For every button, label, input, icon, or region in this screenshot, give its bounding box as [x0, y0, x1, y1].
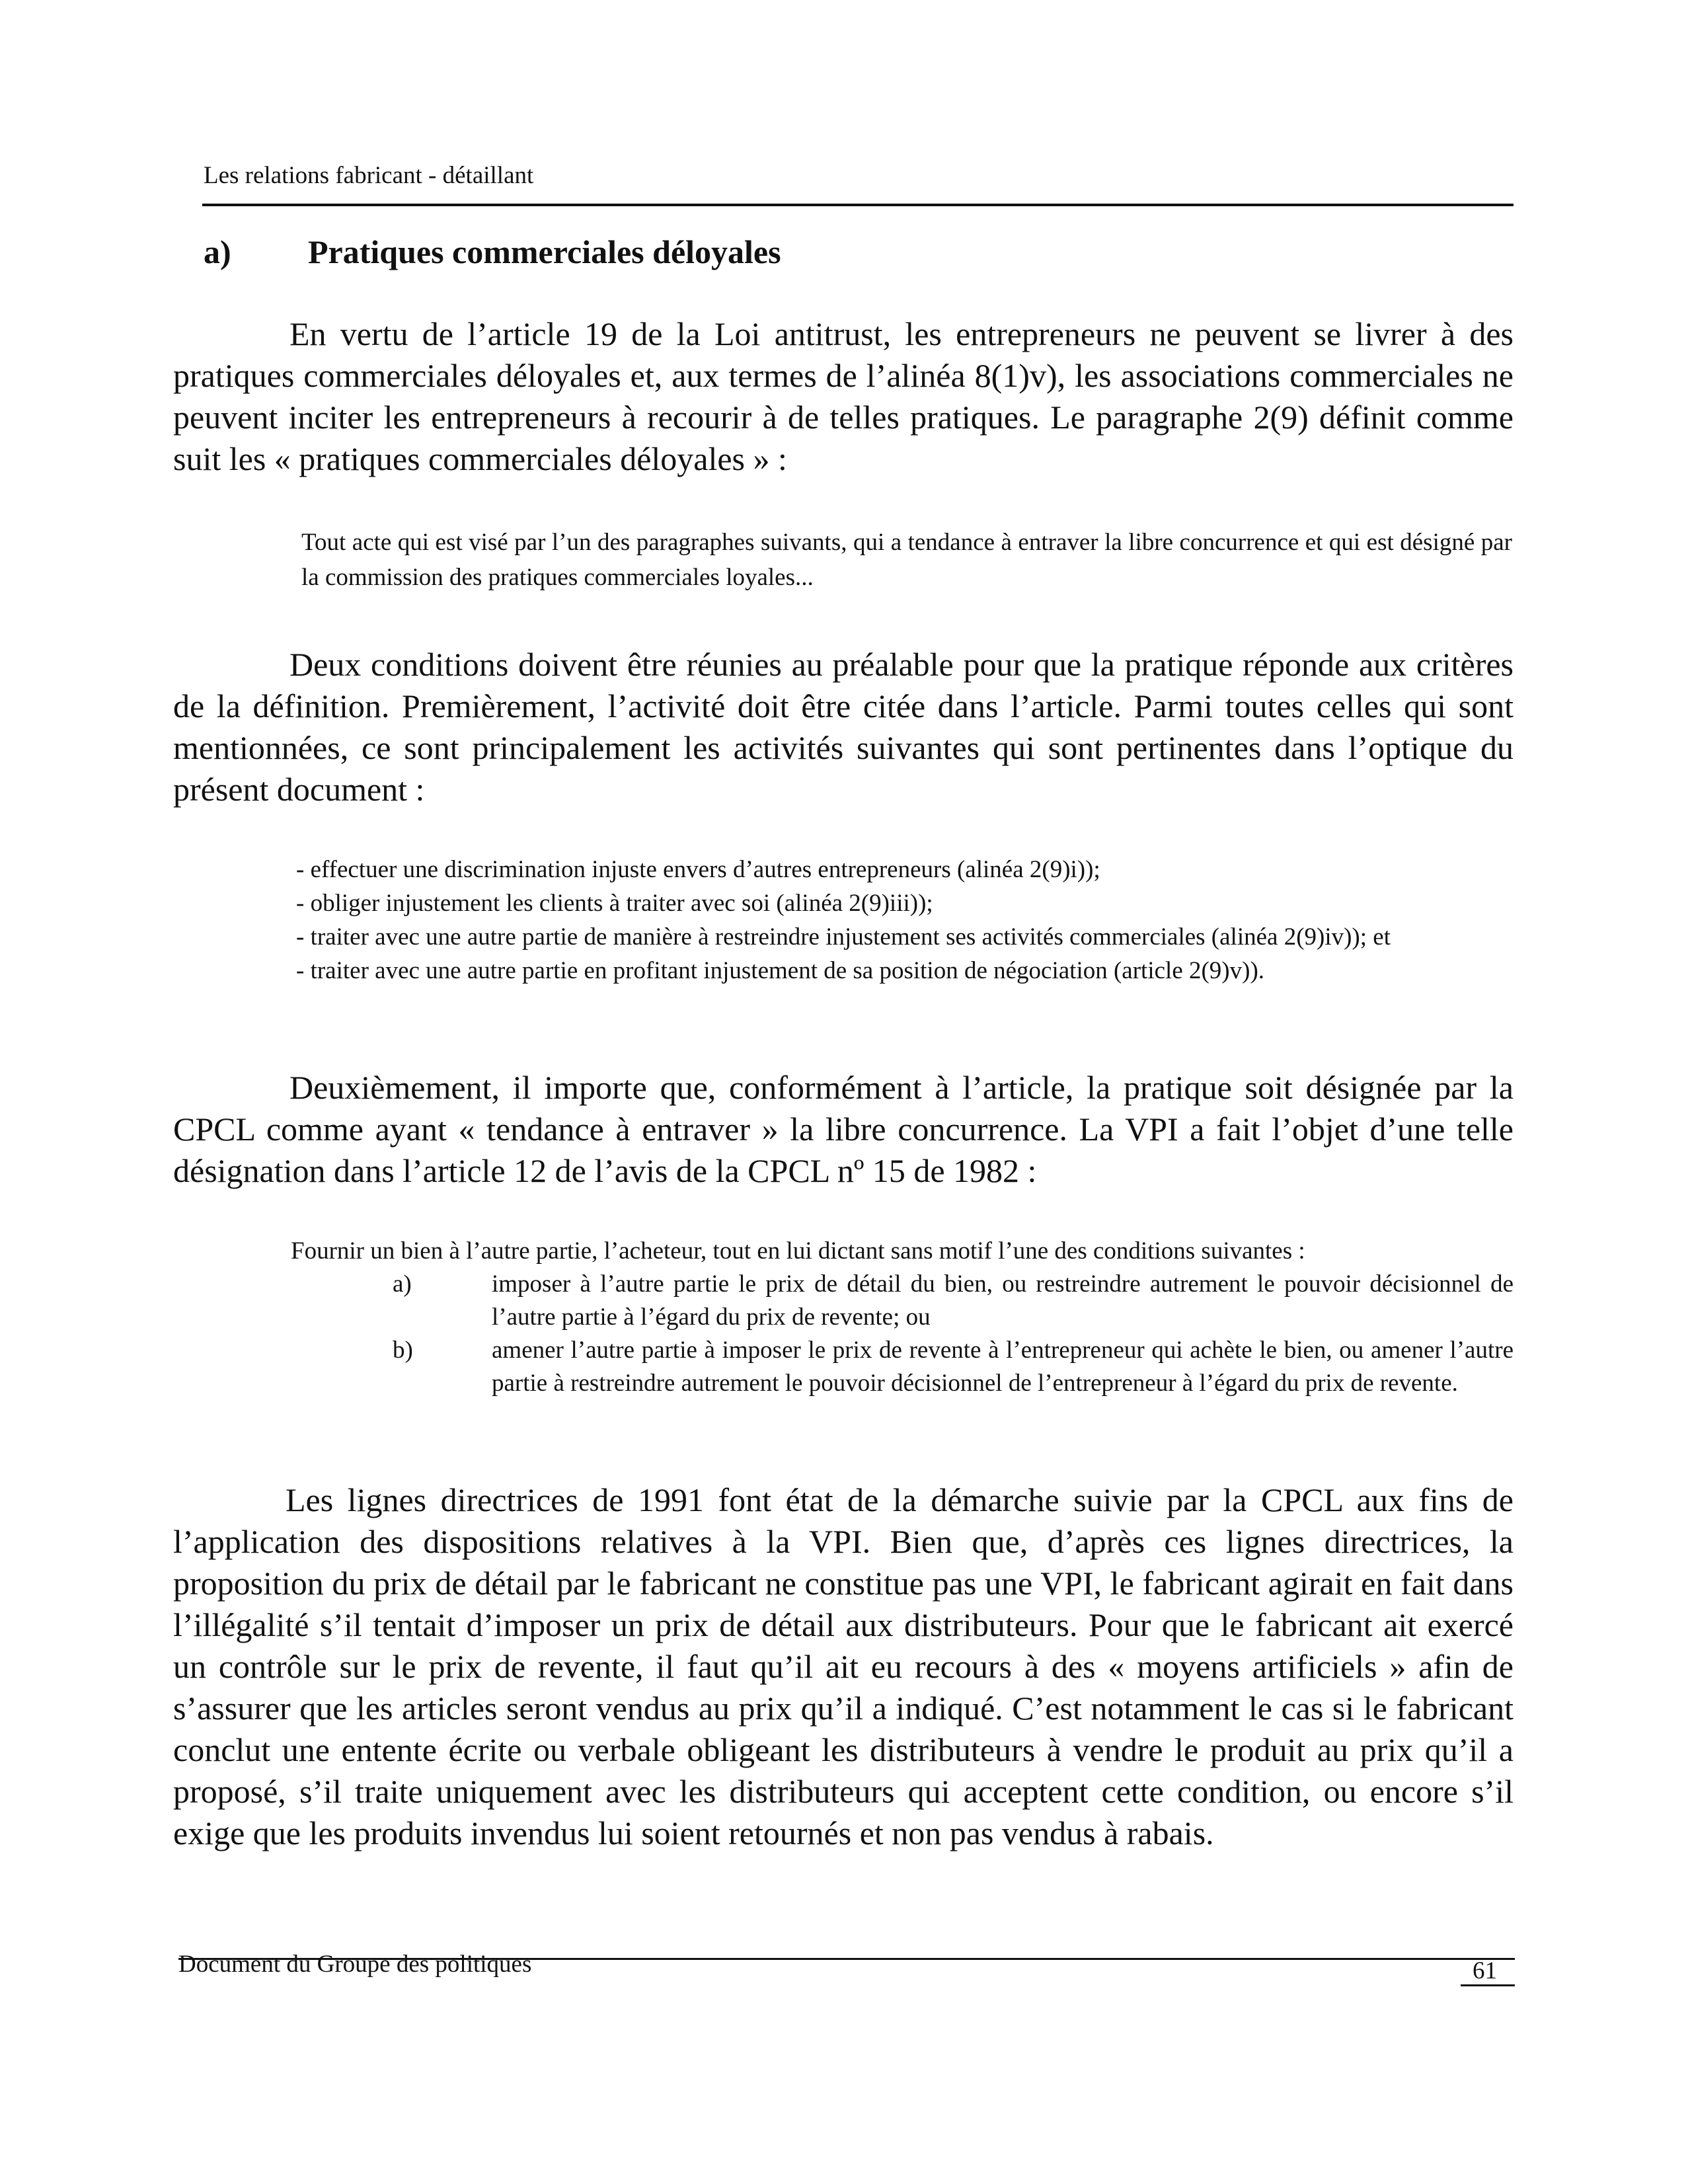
header-rule: [202, 204, 1514, 206]
page-number: 61: [1473, 1957, 1497, 1984]
list-item: [393, 1268, 1514, 1334]
item-marker: a): [393, 1270, 412, 1298]
quote-avis-list: [393, 1268, 1514, 1400]
page-number-rule: [1461, 1984, 1515, 1986]
list-item: - obliger injustement les clients à traiter avec soi (alinéa 2(9)iii));: [296, 890, 933, 917]
section-heading: [204, 233, 781, 271]
paragraph-4: Les lignes directrices de 1991 font état de la démarche suivie par la CPCL aux fins de l’application des dispositions relatives à la VPI. Bien que, d’après ces lignes directrices, la proposition du prix de détail par le fabricant ne constitue pas une VPI, le fabricant agirait en fait dans l’illégalité s’il tentait d’imposer un prix de détail aux distributeurs. Pour que le fabricant ait exercé un contrôle sur le prix de revente, il faut qu’il ait eu recours à des « moyens artificiels » afin de s’assurer que les articles seront vendus au prix qu’il a indiqué. C’est notamment le cas si le fabricant conclut une entente écrite ou verbale obligeant les distributeurs à vendre le produit au prix qu’il a proposé, s’il traite uniquement avec les distributeurs qui acceptent cette condition, ou encore s’il exige que les produits invendus lui soient retournés et non pas vendus à rabais.: [173, 1481, 1514, 1852]
quote-avis-intro: Fournir un bien à l’autre partie, l’acheteur, tout en lui dictant sans motif l’une des conditions suivantes :: [291, 1237, 1305, 1265]
list-item: - effectuer une discrimination injuste envers d’autres entrepreneurs (alinéa 2(9)i));: [296, 856, 1100, 883]
paragraph-2: Deux conditions doivent être réunies au préalable pour que la pratique réponde aux critères de la définition. Premièrement, l’activité doit être citée dans l’article. Parmi toutes celles qui sont mentionnées, ce sont principalement les activités suivantes qui sont pertinentes dans l’optique du présent document :: [173, 646, 1514, 808]
section-title: Pratiques commerciales déloyales: [308, 233, 781, 270]
list-item: - traiter avec une autre partie de manière à restreindre injustement ses activités commerciales (alinéa 2(9)iv)); et: [296, 923, 1391, 951]
list-item: - traiter avec une autre partie en profitant injustement de sa position de négociation (article 2(9)v)).: [296, 957, 1265, 984]
section-letter: a): [204, 233, 231, 270]
running-header: Les relations fabricant - détaillant: [204, 162, 534, 189]
item-text: amener l’autre partie à imposer le prix de revente à l’entrepreneur qui achète le bien, ou amener l’autre partie à restreindre autrement le pouvoir décisionnel de l’entrepreneur à l’égard du prix de revente.: [492, 1337, 1514, 1397]
item-text: imposer à l’autre partie le prix de détail du bien, ou restreindre autrement le pouvoir décisionnel de l’autre partie à l’égard du prix de revente; ou: [492, 1270, 1514, 1331]
item-marker: b): [393, 1337, 413, 1364]
paragraph-3: Deuxièmement, il importe que, conformément à l’article, la pratique soit désignée par la CPCL comme ayant « tendance à entraver » la libre concurrence. La VPI a fait l’objet d’une telle désignation dans l’article 12 de l’avis de la CPCL nº 15 de 1982 :: [173, 1069, 1514, 1189]
paragraph-1: En vertu de l’article 19 de la Loi antitrust, les entrepreneurs ne peuvent se livrer à des pratiques commerciales déloyales et, aux termes de l’alinéa 8(1)v), les associations commerciales ne peuvent inciter les entrepreneurs à recourir à de telles pratiques. Le paragraphe 2(9) définit comme suit les « pratiques commerciales déloyales » :: [173, 315, 1514, 477]
footer-source: Document du Groupe des politiques: [178, 1951, 532, 1978]
quote-definition: Tout acte qui est visé par l’un des paragraphes suivants, qui a tendance à entraver la libre concurrence et qui est désigné par la commission des pratiques commerciales loyales...: [301, 529, 1512, 591]
activities-list: [296, 853, 1512, 988]
list-item: [393, 1334, 1514, 1400]
